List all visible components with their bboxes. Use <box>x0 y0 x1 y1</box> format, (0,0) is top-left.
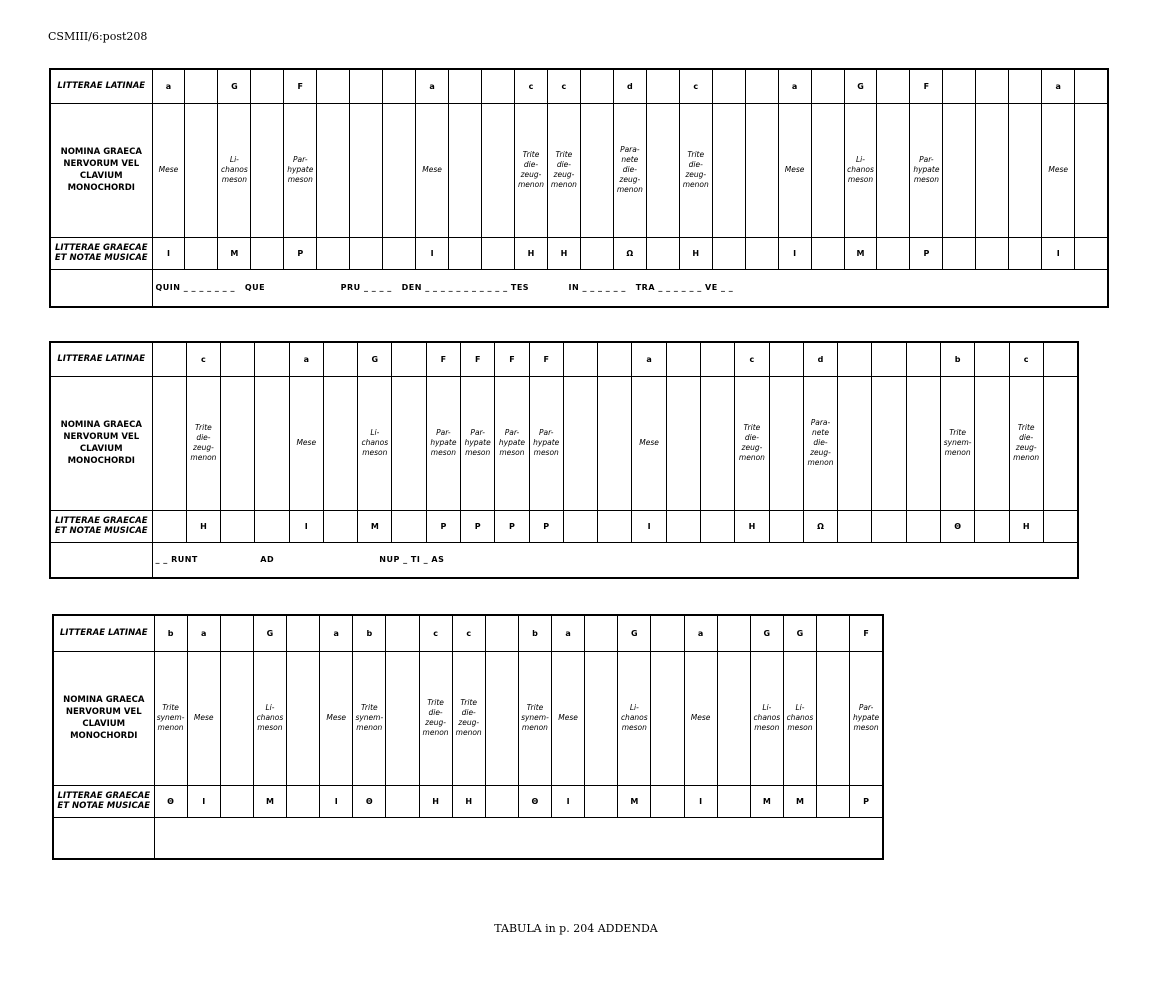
greek-name-cell <box>838 376 872 510</box>
greek-name-cell <box>1009 103 1042 237</box>
greek-letter-cell <box>220 785 253 817</box>
greek-letter-cell: Θ <box>154 785 187 817</box>
greek-name-cell <box>976 103 1009 237</box>
greek-letter-cell: M <box>358 510 392 542</box>
latin-letter-cell: c <box>1009 342 1043 376</box>
greek-name-cell: Li- chanos meson <box>358 376 392 510</box>
greek-name-cell: Trite die- zeug- menon <box>1009 376 1043 510</box>
greek-letter-cell: M <box>218 237 251 269</box>
greek-letter-cell: H <box>514 237 547 269</box>
greek-name-cell <box>580 103 613 237</box>
latin-letter-cell <box>651 615 684 651</box>
greek-name-cell: Mese <box>684 651 717 785</box>
latin-letter-cell <box>350 69 383 103</box>
greek-name-cell <box>585 651 618 785</box>
greek-name-cell <box>185 103 218 237</box>
latin-letter-cell: F <box>495 342 529 376</box>
greek-letter-cell <box>651 785 684 817</box>
greek-letter-cell <box>1043 510 1078 542</box>
greek-letter-cell <box>580 237 613 269</box>
greek-name-cell <box>251 103 284 237</box>
latin-letter-cell <box>185 69 218 103</box>
latin-letter-cell: d <box>613 69 646 103</box>
latin-letter-cell: F <box>850 615 883 651</box>
greek-letter-cell <box>392 510 426 542</box>
latin-letter-cell: c <box>679 69 712 103</box>
greek-name-cell <box>220 651 253 785</box>
greek-letter-cell: I <box>632 510 666 542</box>
latin-letter-cell <box>769 342 803 376</box>
latin-letter-cell: F <box>910 69 943 103</box>
greek-letter-cell: I <box>289 510 323 542</box>
row-label-latin: LITTERAE LATINAE <box>50 69 152 103</box>
greek-name-cell <box>392 376 426 510</box>
latin-letter-cell <box>877 69 910 103</box>
greek-name-cell <box>482 103 515 237</box>
greek-letter-cell: Ω <box>803 510 837 542</box>
greek-letter-cell: H <box>735 510 769 542</box>
greek-letter-cell: P <box>284 237 317 269</box>
greek-name-cell <box>323 376 357 510</box>
greek-letter-cell <box>701 510 735 542</box>
greek-letter-cell: I <box>778 237 811 269</box>
greek-letter-cell <box>287 785 320 817</box>
latin-letter-cell <box>701 342 735 376</box>
latin-letter-cell: F <box>529 342 563 376</box>
latin-letter-cell <box>838 342 872 376</box>
greek-letter-cell <box>185 237 218 269</box>
greek-name-cell <box>1043 376 1078 510</box>
latin-letter-cell <box>449 69 482 103</box>
greek-letter-cell <box>943 237 976 269</box>
greek-name-cell <box>350 103 383 237</box>
row-label-graecae <box>50 510 152 542</box>
greek-name-cell: Trite die- zeug- menon <box>419 651 452 785</box>
latin-letter-cell <box>817 615 850 651</box>
greek-letter-cell: M <box>844 237 877 269</box>
greek-name-cell: Mese <box>152 103 185 237</box>
greek-letter-cell: I <box>1042 237 1075 269</box>
latin-letter-cell: c <box>514 69 547 103</box>
table-2 <box>49 341 1079 579</box>
latin-letter-cell <box>906 342 940 376</box>
greek-name-cell: Li- chanos meson <box>253 651 286 785</box>
row-label-graecae-line-1: LITTERAE GRAECAE <box>54 516 148 526</box>
latin-letter-cell <box>152 342 186 376</box>
greek-name-cell <box>666 376 700 510</box>
greek-name-cell: Par- hypate meson <box>426 376 460 510</box>
latin-letter-cell <box>580 69 613 103</box>
lyrics-row: _ _ RUNT AD NUP _ TI _ AS <box>152 542 1078 578</box>
greek-name-cell <box>769 376 803 510</box>
row-label-nomina: NOMINA GRAECA NERVORUM VEL CLAVIUM MONOCHORDI <box>53 651 154 785</box>
greek-name-cell: Trite die- zeug- menon <box>514 103 547 237</box>
latin-letter-cell: a <box>552 615 585 651</box>
greek-letter-cell: M <box>750 785 783 817</box>
greek-name-cell <box>701 376 735 510</box>
greek-letter-cell <box>386 785 419 817</box>
greek-letter-cell: P <box>529 510 563 542</box>
latin-letter-cell: b <box>940 342 974 376</box>
greek-letter-cell <box>563 510 597 542</box>
greek-name-cell: Trite synem- menon <box>353 651 386 785</box>
greek-letter-cell: I <box>187 785 220 817</box>
latin-letter-cell <box>872 342 906 376</box>
greek-name-cell <box>221 376 255 510</box>
greek-letter-cell <box>817 785 850 817</box>
greek-name-cell: Par- hypate meson <box>910 103 943 237</box>
latin-letter-cell: G <box>218 69 251 103</box>
greek-letter-cell: I <box>552 785 585 817</box>
row-label-graecae-line-1: LITTERAE GRAECAE <box>54 243 148 253</box>
greek-name-cell: Mese <box>552 651 585 785</box>
greek-letter-cell <box>598 510 632 542</box>
latin-letter-cell <box>255 342 289 376</box>
greek-letter-cell <box>811 237 844 269</box>
latin-letter-cell: a <box>187 615 220 651</box>
greek-letter-cell: P <box>426 510 460 542</box>
greek-name-cell: Mese <box>416 103 449 237</box>
greek-name-cell <box>817 651 850 785</box>
greek-letter-cell: H <box>1009 510 1043 542</box>
greek-letter-cell <box>769 510 803 542</box>
greek-letter-cell <box>1075 237 1108 269</box>
greek-name-cell <box>598 376 632 510</box>
greek-name-cell <box>872 376 906 510</box>
row-label-graecae <box>50 237 152 269</box>
greek-letter-cell: Θ <box>353 785 386 817</box>
greek-name-cell: Mese <box>778 103 811 237</box>
latin-letter-cell <box>598 342 632 376</box>
row-label-graecae <box>53 785 154 817</box>
greek-name-cell <box>646 103 679 237</box>
row-label-graecae-line-2: ET NOTAE MUSICAE <box>54 253 148 263</box>
latin-letter-cell <box>1009 69 1042 103</box>
greek-letter-cell <box>877 237 910 269</box>
greek-letter-cell <box>317 237 350 269</box>
latin-letter-cell: a <box>152 69 185 103</box>
latin-letter-cell <box>287 615 320 651</box>
latin-letter-cell <box>221 342 255 376</box>
greek-name-cell <box>975 376 1009 510</box>
greek-letter-cell <box>838 510 872 542</box>
greek-name-cell <box>877 103 910 237</box>
greek-name-cell: Trite die- zeug- menon <box>452 651 485 785</box>
greek-name-cell: Mese <box>1042 103 1075 237</box>
latin-letter-cell <box>666 342 700 376</box>
row-label-nomina: NOMINA GRAECA NERVORUM VEL CLAVIUM MONOCHORDI <box>50 103 152 237</box>
greek-letter-cell <box>1009 237 1042 269</box>
greek-name-cell: Mese <box>187 651 220 785</box>
greek-letter-cell <box>872 510 906 542</box>
latin-letter-cell <box>482 69 515 103</box>
greek-letter-cell: M <box>253 785 286 817</box>
latin-letter-cell: G <box>618 615 651 651</box>
latin-letter-cell <box>1075 69 1108 103</box>
latin-letter-cell: F <box>284 69 317 103</box>
caption: TABULA in p. 204 ADDENDA <box>494 922 658 935</box>
row-label-nomina: NOMINA GRAECA NERVORUM VEL CLAVIUM MONOCHORDI <box>50 376 152 510</box>
latin-letter-cell <box>646 69 679 103</box>
greek-letter-cell: P <box>495 510 529 542</box>
greek-name-cell <box>563 376 597 510</box>
greek-name-cell <box>651 651 684 785</box>
latin-letter-cell: b <box>154 615 187 651</box>
latin-letter-cell: G <box>750 615 783 651</box>
row-label-latin: LITTERAE LATINAE <box>50 342 152 376</box>
greek-name-cell <box>811 103 844 237</box>
greek-name-cell <box>745 103 778 237</box>
greek-letter-cell <box>251 237 284 269</box>
latin-letter-cell <box>251 69 284 103</box>
greek-name-cell: Para- nete die- zeug- menon <box>613 103 646 237</box>
greek-letter-cell <box>482 237 515 269</box>
greek-letter-cell: M <box>618 785 651 817</box>
greek-letter-cell: I <box>152 237 185 269</box>
latin-letter-cell: F <box>461 342 495 376</box>
greek-letter-cell: P <box>461 510 495 542</box>
greek-name-cell: Trite synem- menon <box>940 376 974 510</box>
greek-name-cell: Trite die- zeug- menon <box>679 103 712 237</box>
row-label-empty <box>50 269 152 307</box>
greek-letter-cell: H <box>679 237 712 269</box>
greek-letter-cell <box>383 237 416 269</box>
greek-name-cell <box>717 651 750 785</box>
greek-letter-cell: I <box>416 237 449 269</box>
greek-letter-cell <box>221 510 255 542</box>
latin-letter-cell <box>386 615 419 651</box>
latin-letter-cell <box>1043 342 1078 376</box>
greek-letter-cell <box>485 785 518 817</box>
greek-letter-cell <box>717 785 750 817</box>
latin-letter-cell <box>717 615 750 651</box>
greek-name-cell <box>287 651 320 785</box>
greek-letter-cell: H <box>452 785 485 817</box>
greek-letter-cell: H <box>419 785 452 817</box>
greek-name-cell: Trite die- zeug- menon <box>735 376 769 510</box>
greek-name-cell: Par- hypate meson <box>850 651 883 785</box>
greek-name-cell <box>943 103 976 237</box>
greek-name-cell <box>449 103 482 237</box>
latin-letter-cell <box>811 69 844 103</box>
greek-letter-cell <box>449 237 482 269</box>
greek-name-cell: Li- chanos meson <box>783 651 816 785</box>
greek-letter-cell: P <box>850 785 883 817</box>
latin-letter-cell <box>712 69 745 103</box>
greek-name-cell <box>485 651 518 785</box>
greek-letter-cell <box>350 237 383 269</box>
greek-letter-cell: I <box>684 785 717 817</box>
latin-letter-cell: a <box>1042 69 1075 103</box>
greek-name-cell: Par- hypate meson <box>495 376 529 510</box>
latin-letter-cell: a <box>684 615 717 651</box>
greek-name-cell <box>383 103 416 237</box>
latin-letter-cell <box>392 342 426 376</box>
greek-letter-cell: M <box>783 785 816 817</box>
greek-name-cell: Trite die- zeug- menon <box>186 376 220 510</box>
latin-letter-cell: c <box>419 615 452 651</box>
greek-name-cell: Par- hypate meson <box>284 103 317 237</box>
greek-name-cell <box>712 103 745 237</box>
latin-letter-cell: c <box>452 615 485 651</box>
greek-name-cell: Li- chanos meson <box>618 651 651 785</box>
latin-letter-cell: d <box>803 342 837 376</box>
greek-name-cell: Par- hypate meson <box>529 376 563 510</box>
latin-letter-cell <box>317 69 350 103</box>
greek-letter-cell: Ω <box>613 237 646 269</box>
greek-letter-cell <box>906 510 940 542</box>
row-label-latin: LITTERAE LATINAE <box>53 615 154 651</box>
latin-letter-cell <box>585 615 618 651</box>
greek-name-cell: Mese <box>289 376 323 510</box>
greek-letter-cell <box>323 510 357 542</box>
row-label-empty <box>53 817 154 859</box>
latin-letter-cell: F <box>426 342 460 376</box>
latin-letter-cell: c <box>547 69 580 103</box>
greek-letter-cell <box>975 510 1009 542</box>
latin-letter-cell: b <box>518 615 551 651</box>
greek-name-cell: Li- chanos meson <box>750 651 783 785</box>
greek-name-cell: Li- chanos meson <box>218 103 251 237</box>
latin-letter-cell <box>975 342 1009 376</box>
greek-letter-cell: Θ <box>518 785 551 817</box>
greek-letter-cell: H <box>547 237 580 269</box>
lyrics-row: QUIN _ _ _ _ _ _ _ QUE PRU _ _ _ _ DEN _ _ _ _ _ _ _ _ _ _ _ TES IN _ _ _ _ _ _ TRA _ _ _ _ _ _ VE _ _ <box>152 269 1108 307</box>
latin-letter-cell <box>220 615 253 651</box>
table-3 <box>52 614 884 860</box>
latin-letter-cell: G <box>358 342 392 376</box>
greek-letter-cell <box>152 510 186 542</box>
row-label-graecae-line-1: LITTERAE GRAECAE <box>57 791 151 801</box>
greek-letter-cell <box>976 237 1009 269</box>
greek-letter-cell: P <box>910 237 943 269</box>
greek-name-cell <box>1075 103 1108 237</box>
greek-name-cell <box>317 103 350 237</box>
greek-name-cell: Par- hypate meson <box>461 376 495 510</box>
latin-letter-cell: c <box>735 342 769 376</box>
latin-letter-cell: a <box>289 342 323 376</box>
latin-letter-cell: G <box>253 615 286 651</box>
greek-letter-cell <box>666 510 700 542</box>
latin-letter-cell <box>485 615 518 651</box>
greek-name-cell: Trite synem- menon <box>154 651 187 785</box>
latin-letter-cell <box>563 342 597 376</box>
greek-name-cell <box>152 376 186 510</box>
greek-name-cell: Para- nete die- zeug- menon <box>803 376 837 510</box>
greek-name-cell <box>386 651 419 785</box>
latin-letter-cell: G <box>844 69 877 103</box>
row-label-empty <box>50 542 152 578</box>
greek-name-cell <box>255 376 289 510</box>
latin-letter-cell: a <box>416 69 449 103</box>
row-label-graecae-line-2: ET NOTAE MUSICAE <box>54 526 148 536</box>
lyrics-row <box>154 817 883 859</box>
latin-letter-cell: b <box>353 615 386 651</box>
latin-letter-cell <box>976 69 1009 103</box>
table-1 <box>49 68 1109 308</box>
greek-letter-cell: Θ <box>940 510 974 542</box>
greek-name-cell: Mese <box>320 651 353 785</box>
greek-letter-cell: I <box>320 785 353 817</box>
greek-letter-cell <box>646 237 679 269</box>
greek-letter-cell <box>255 510 289 542</box>
greek-name-cell: Mese <box>632 376 666 510</box>
latin-letter-cell <box>323 342 357 376</box>
latin-letter-cell: a <box>778 69 811 103</box>
latin-letter-cell: a <box>320 615 353 651</box>
greek-letter-cell <box>585 785 618 817</box>
greek-name-cell: Trite die- zeug- menon <box>547 103 580 237</box>
latin-letter-cell <box>383 69 416 103</box>
page-reference: CSMIII/6:post208 <box>48 30 148 43</box>
latin-letter-cell: G <box>783 615 816 651</box>
greek-letter-cell: H <box>186 510 220 542</box>
greek-letter-cell <box>745 237 778 269</box>
greek-name-cell: Li- chanos meson <box>844 103 877 237</box>
latin-letter-cell: c <box>186 342 220 376</box>
row-label-graecae-line-2: ET NOTAE MUSICAE <box>57 801 151 811</box>
greek-letter-cell <box>712 237 745 269</box>
latin-letter-cell <box>745 69 778 103</box>
latin-letter-cell: a <box>632 342 666 376</box>
latin-letter-cell <box>943 69 976 103</box>
greek-name-cell: Trite synem- menon <box>518 651 551 785</box>
greek-name-cell <box>906 376 940 510</box>
